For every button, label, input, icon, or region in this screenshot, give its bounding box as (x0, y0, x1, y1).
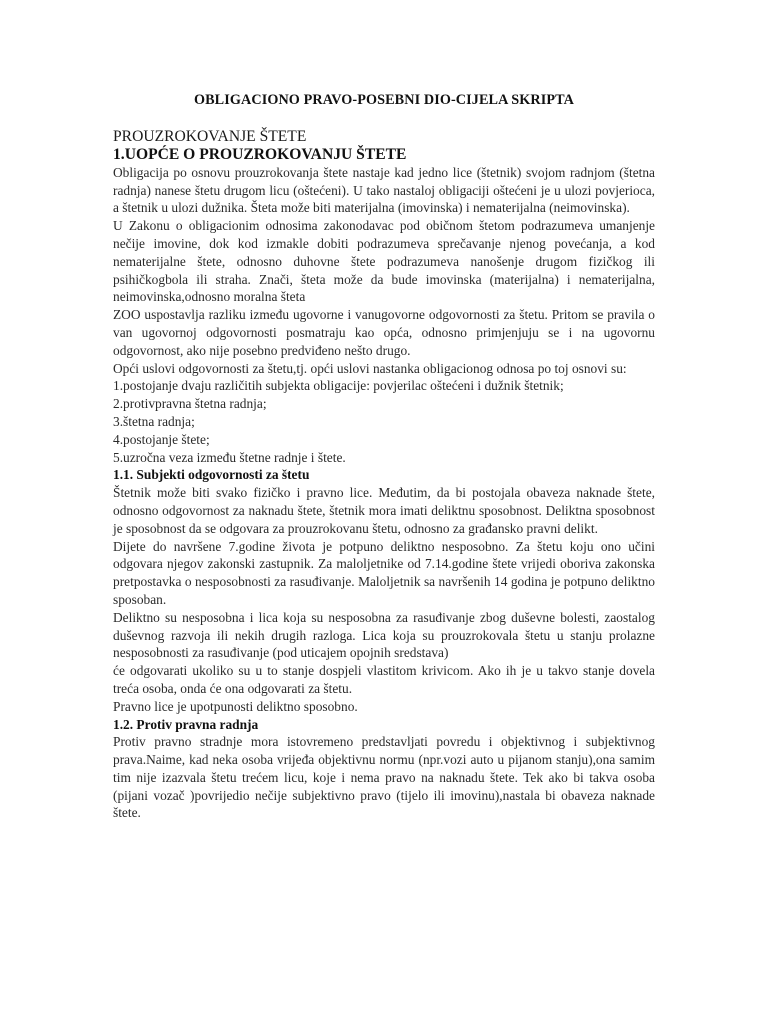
list-item: 1.postojanje dvaju različitih subjekta obligacije: povjerilac oštećeni i dužnik štetnik; (113, 378, 564, 394)
paragraph-contractual-liability: ZOO uspostavlja razliku između ugovorne i vanugovorne odgovornosti za štetu. Pritom se pravila o van ugovornoj odgovornosti posmatraju kao opća, odnosno primjenjuju se i na ugovornu odgovornost, ako nije posebno predviđeno nešto drugo. (113, 307, 655, 358)
paragraph-obligation-basis: Obligacija po osnovu prouzrokovanja štete nastaje kad jedno lice (štetnik) svojom radnjom (štetna radnja) nanese štetu drugom licu (oštećeni). U tako nastaloj obligaciji oštećeni je u ulozi povjerioca, a štetnik u ulozi dužnika. Šteta može biti materijalna (imovinska) i nematerijalna (neimovinska). (113, 164, 655, 216)
paragraph-incapacity: Deliktno su nesposobna i lica koja su nesposobna za rasuđivanje zbog duševne bolesti, zaostalog duševnog razvoja ili nekih drugih razloga. Lica koja su prouzrokovala štetu u stanju prolazne nesposobnosti za rasuđivanje (pod uticajem opojnih sredstava) (113, 609, 655, 661)
conditions-list (113, 377, 655, 466)
section-heading: 1.UOPĆE O PROUZROKOVANJU ŠTETE (113, 145, 407, 163)
paragraph-unlawful-act: Protiv pravno stradnje mora istovremeno predstavljati povredu i objektivnog i subjektivnog prava.Naime, kad neka osoba vrijeđa objektivnu normu (npr.vozi auto u pijanom stanju),ona samim tim nije izazvala štetu trećem licu, koje i nema pravo na naknadu štete. Tek ako bi takva osoba (pijani vozač )povrijedio nečije subjektivno pravo (tijelo ili imovinu),nastala bi obaveza naknade štete. (113, 734, 655, 821)
list-item: 5.uzročna veza između štetne radnje i štete. (113, 449, 346, 465)
paragraph-legal-entity: Pravno lice je upotpunosti deliktno sposobno. (113, 698, 358, 714)
list-item: 2.protivpravna štetna radnja; (113, 396, 267, 412)
list-item: 4.postojanje štete; (113, 431, 210, 447)
chapter-heading: PROUZROKOVANJE ŠTETE (113, 127, 307, 145)
document-title: OBLIGACIONO PRAVO-POSEBNI DIO-CIJELA SKRIPTA (193, 92, 574, 108)
document-page (113, 92, 655, 822)
paragraph-own-fault: će odgovarati ukoliko su u to stanje dospjeli vlastitom krivicom. Ako ih je u takvo stanje dovela treća osoba, onda će ona odgovarati za štetu. (113, 663, 655, 696)
subsection-heading-unlawful-act: 1.2. Protiv pravna radnja (113, 716, 259, 732)
paragraph-zoo-damage-types: U Zakonu o obligacionim odnosima zakonodavac pod običnom štetom podrazumeva umanjenje nečije imovine, dok kod izmakle dobiti podrazumeva sprečavanje njenog povećanja, a kod nematerijalne štete, odnosno duhovne štete podrazumeva nanošenje drugom fizičkog ili psihičkogbola ili straha. Znači, šteta može da bude imovinska (materijalna) i nematerijalna, neimovinska,odnosno moralna šteta (113, 218, 655, 305)
paragraph-child-capacity: Dijete do navršene 7.godine života je potpuno deliktno nesposobno. Za štetu koju ono učini odgovara njegov zakonski zastupnik. Za maloljetnike od 7.14.godine štete vrijedi oboriva zakonska pretpostavka o nesposobnosti za rasuđivanje. Maloljetnik sa navršenih 14 godina je potpuno deliktno sposoban. (113, 538, 655, 607)
subsection-heading-subjects: 1.1. Subjekti odgovornosti za štetu (113, 467, 310, 483)
paragraph-tortfeasor: Štetnik može biti svako fizičko i pravno lice. Međutim, da bi postojala obaveza naknade štete, odnosno odgovornost za naknadu štete, štetnik mora imati deliktnu sposobnost. Deliktna sposobnost je sposobnost da se odgovara za prouzrokovanu štetu, odnosno za građansko pravni delikt. (113, 485, 655, 536)
paragraph-general-conditions: Opći uslovi odgovornosti za štetu,tj. opći uslovi nastanka obligacionog odnosa po toj osnovi su: (113, 360, 627, 376)
list-item: 3.štetna radnja; (113, 413, 195, 429)
